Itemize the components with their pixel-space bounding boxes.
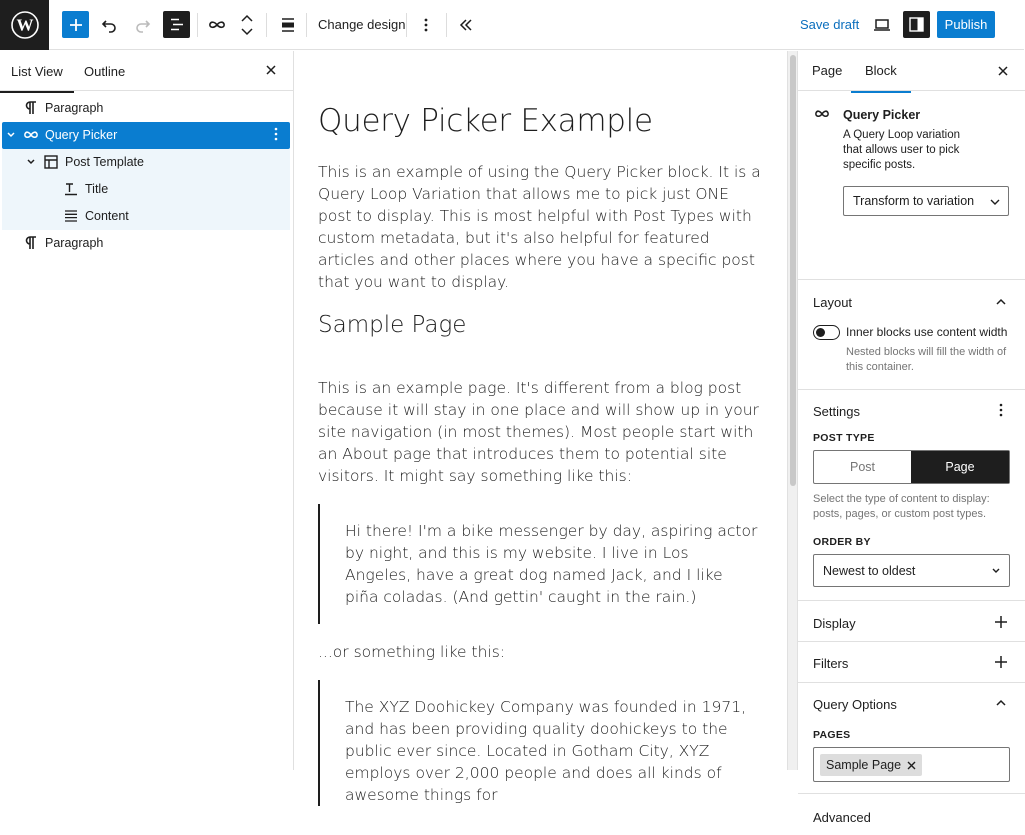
list-item-label: Paragraph [45,101,104,115]
chevron-down-icon [990,197,1000,207]
post-type-label: POST TYPE [813,432,875,444]
add-block-button[interactable] [62,11,89,38]
order-by-value: Newest to oldest [823,564,916,578]
collapse-toolbar-button[interactable] [456,11,476,39]
chevron-down-icon [991,566,1001,576]
close-sidebar-button[interactable] [995,63,1011,79]
chevron-down-icon [241,28,253,36]
more-vertical-icon[interactable] [274,127,280,143]
paragraph-icon [23,235,39,251]
list-item-label: Query Picker [45,128,118,142]
order-by-select[interactable] [813,554,1010,587]
move-down-button[interactable] [239,25,255,39]
plus-icon[interactable] [994,655,1008,669]
post-type-segmented [813,450,1010,484]
list-item-label: Post Template [65,155,144,169]
chevron-up-icon[interactable] [994,696,1008,710]
intro-paragraph[interactable]: This is an example of using the Query Picker block. It is a Query Loop Variation that allows me to pick just ONE post to display. This is most helpful with Post Types with custom metadata, but it's also helpful for featured articles and other places where you have a specific post that you want to display. [318,163,761,291]
undo-icon [101,18,117,32]
transition-paragraph[interactable]: ...or something like this: [318,643,506,661]
list-item[interactable] [2,203,290,230]
content-icon [63,208,79,224]
chevron-down-icon[interactable] [6,129,16,139]
post-type-option-page[interactable]: Page [911,451,1009,483]
remove-token-icon[interactable] [907,761,916,770]
align-button[interactable] [278,11,298,39]
query-options-panel-title[interactable]: Query Options [813,697,897,712]
query-options-panel [798,684,1025,794]
tab-page[interactable]: Page [812,63,843,78]
move-up-button[interactable] [239,11,255,25]
filters-panel[interactable] [798,643,1025,683]
chevron-down-icon[interactable] [26,156,36,166]
close-icon [263,62,279,78]
quote-block[interactable] [318,680,758,806]
list-view-tabs [0,51,293,91]
settings-sidebar-toggle[interactable] [903,11,930,38]
quote-text: The XYZ Doohickey Company was founded in 1971, and has been providing quality doohickeys to the public ever since. Located in Gotham City, XYZ employs over 2,000 people and does all kinds of awesome things for [345,698,747,804]
order-by-label: ORDER BY [813,536,871,548]
close-list-view-button[interactable] [263,62,279,78]
tab-list-view[interactable]: List View [11,64,63,79]
post-type-help: Select the type of content to display: posts, pages, or custom post types. [813,493,990,520]
loop-icon [814,109,830,119]
canvas-scrollbar[interactable] [787,51,797,770]
list-item[interactable] [2,149,290,176]
list-item-label: Paragraph [45,236,104,250]
layout-panel-title[interactable]: Layout [813,295,853,310]
more-vertical-icon[interactable] [999,403,1003,417]
settings-sidebar [797,51,1024,825]
transform-select[interactable] [843,186,1009,216]
list-item-selected[interactable] [2,122,290,149]
pages-token-field[interactable] [813,747,1010,782]
transform-select-value: Transform to variation [853,194,975,208]
scrollbar-thumb[interactable] [790,55,796,486]
list-view-button[interactable] [163,11,190,38]
post-type-option-post[interactable]: Post [849,460,875,474]
redo-button[interactable] [133,11,153,39]
settings-panel-title: Settings [813,404,860,419]
query-picker-block-button[interactable] [206,11,228,39]
paragraph-icon [23,100,39,116]
svg-text:W: W [16,15,33,35]
block-card [798,92,1025,280]
filters-panel-title[interactable]: Filters [813,656,849,671]
list-item-label: Title [85,182,109,196]
chevron-up-icon[interactable] [994,295,1008,309]
wordpress-logo-icon [11,11,39,39]
toggle-label: Inner blocks use content width [846,325,1008,339]
quote-text: Hi there! I'm a bike messenger by day, aspiring actor by night, and this is my website. I live in Los Angeles, have a great dog named Jack, and I like piña coladas. (And gettin' caught in the rain.) [345,522,758,606]
save-draft-button[interactable]: Save draft [800,17,860,32]
editor-toolbar [0,0,1024,50]
sidebar-tabs [798,51,1025,91]
preview-button[interactable] [872,11,892,39]
toggle-help: Nested blocks will fill the width of this container. [846,346,1007,373]
quote-block[interactable] [318,504,758,624]
plus-icon [69,18,83,32]
layout-panel [798,281,1025,390]
double-chevron-left-icon [459,19,473,31]
toolbar-divider [406,13,407,37]
block-options-button[interactable] [419,11,433,39]
list-view-icon [170,18,184,31]
toolbar-divider [197,13,198,37]
advanced-panel[interactable] [798,795,1025,835]
page-token-label: Sample Page [826,758,902,772]
block-description: A Query Loop variation that allows user to pick specific posts. [843,129,960,171]
toolbar-divider [266,13,267,37]
plus-icon[interactable] [994,615,1008,629]
page-token [820,754,922,776]
display-panel[interactable] [798,602,1025,642]
editor-canvas[interactable] [295,51,785,804]
more-vertical-icon [424,18,428,32]
list-view-panel [0,51,294,770]
wordpress-logo-button[interactable] [0,0,49,50]
loop-icon [23,127,39,143]
layout-icon [43,154,59,170]
toolbar-divider [446,13,447,37]
display-panel-title[interactable]: Display [813,616,856,631]
change-design-button[interactable]: Change design [318,17,406,32]
undo-button[interactable] [99,11,119,39]
post-type-segmented-control [798,450,1025,485]
body-paragraph[interactable]: This is an example page. It's different from a blog post because it will stay in one place and will show up in your site navigation (in most themes). Most people start with an About page that introduces them to potential site visitors. It might say something like this: [318,379,759,485]
page-title[interactable]: Query Picker Example [318,103,653,139]
content-width-toggle[interactable] [813,325,840,340]
list-item[interactable] [2,230,290,257]
sample-page-heading[interactable]: Sample Page [318,312,467,338]
list-item[interactable] [2,176,290,203]
title-icon [63,181,79,197]
close-icon [995,63,1011,79]
settings-panel [798,391,1025,601]
publish-button[interactable]: Publish [937,11,995,38]
tab-outline[interactable]: Outline [84,64,126,79]
tab-block[interactable]: Block [865,63,897,78]
chevron-up-icon [241,14,253,22]
list-item[interactable] [2,95,290,122]
list-item-label: Content [85,209,129,223]
loop-icon [208,20,226,30]
block-name: Query Picker [843,108,921,122]
toggle-knob [816,328,825,337]
sidebar-icon [909,17,924,32]
align-icon [281,18,295,32]
advanced-panel-title[interactable]: Advanced [813,810,871,825]
pages-label: PAGES [813,729,851,741]
toolbar-divider [306,13,307,37]
redo-icon [135,18,151,32]
desktop-icon [874,18,890,32]
